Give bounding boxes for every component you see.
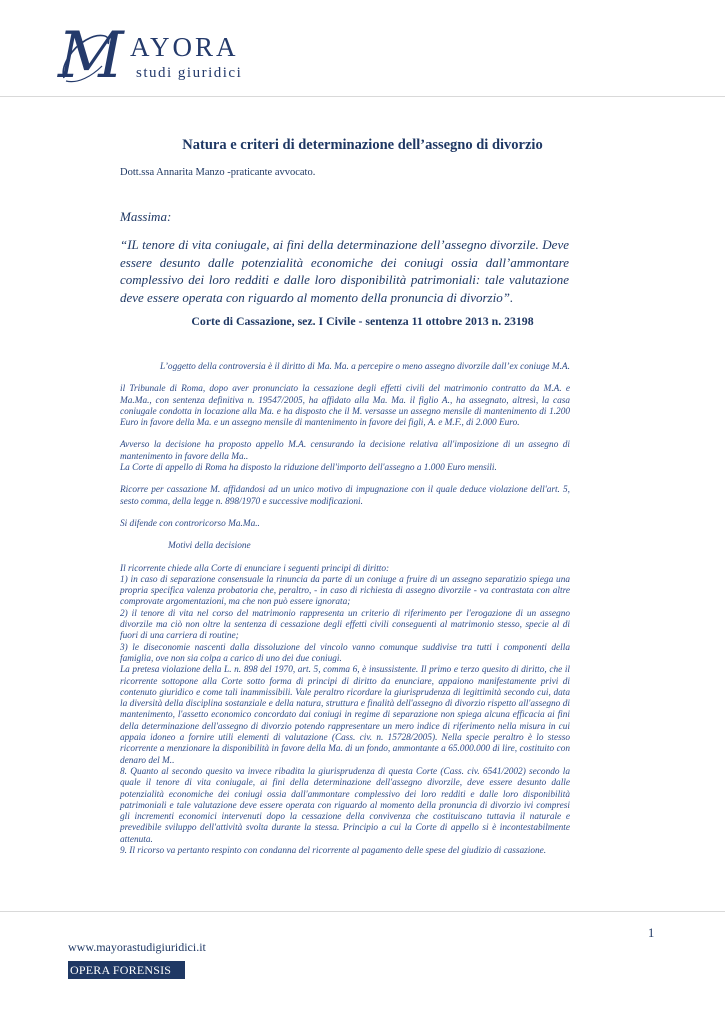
document-body	[120, 362, 570, 857]
document-title: Natura e criteri di determinazione dell’assegno di divorzio	[182, 137, 543, 153]
paragraph: La pretesa violazione della L. n. 898 del 1970, art. 5, comma 6, è insussistente. Il primo e terzo quesito di diritto, che il ricorrente sottopone alla Corte sotto forma di principi di diritto da enunciare, appaiono manifestamente privi di contenuto giuridico e come tali inammissibili. Vale peraltro ricordare la giurisprudenza di legittimità secondo cui, data la diversità della disciplina sostanziale e della natura, struttura e finalità dell'assegno di divorzio rispetto all'assegno di mantenimento, l'assetto economico concordato dai coniugi in regime di separazione non spiega alcuna efficacia ai fini della determinazione dell'assegno di divorzio potendo rappresentare un mero indice di riferimento nella misura in cui appaia idoneo a fornire utili elementi di valutazione (Cass. civ. n. 15728/2005). Nella specie peraltro è lo stesso ricorrente a menzionare la disponibilità in favore della Ma. di un fondo, ammontante a 65.000.000 di lire, costituito con denaro del M..	[120, 665, 570, 766]
logo-subtitle: studi giuridici	[136, 65, 243, 81]
paragraph: Avverso la decisione ha proposto appello M.A. censurando la decisione relativa all'imposizione di un assegno di mantenimento in favore della Ma..	[120, 440, 570, 462]
paragraph: Si difende con controricorso Ma.Ma..	[120, 518, 260, 529]
massima-label: Massima:	[120, 209, 172, 224]
paragraph: L’oggetto della controversia è il diritto di Ma. Ma. a percepire o meno assegno divorzile dall’ex coniuge M.A.	[160, 362, 570, 372]
footer-label: OPERA FORENSIS	[68, 961, 185, 979]
logo-title: AYORA	[130, 32, 239, 62]
paragraph: 3) le diseconomie nascenti dalla dissoluzione del vincolo vanno comunque suddivise tra tutti i componenti della famiglia, ove non sia colpa a carico di uno dei due coniugi.	[120, 642, 570, 664]
paragraph: 2) il tenore di vita nel corso del matrimonio rappresenta un criterio di riferimento per l'erogazione di un assegno divorzile ma ciò non oltre la sentenza di cessazione degli effetti civili conseguenti al matrimonio stesso, specie al di fuori di una carriera di routine;	[120, 608, 570, 642]
logo-letter: M	[58, 19, 124, 93]
section-heading: Motivi della decisione	[168, 541, 251, 552]
paragraph: Ricorre per cassazione M. affidandosi ad un unico motivo di impugnazione con il quale deduce violazione dell'art. 5, sesto comma, della legge n. 898/1970 e successive modificazioni.	[120, 485, 570, 507]
page-number: 1	[648, 926, 655, 940]
paragraph: il Tribunale di Roma, dopo aver pronunciato la cessazione degli effetti civili del matrimonio contratto da M.A. e Ma.Ma., con sentenza definitiva n. 19547/2005, ha affidato alla Ma. Ma. il figlio A., ha assegnato, altresì, la casa coniugale condotta in locazione alla Ma. e ha disposto che il M. versasse un assegno mensile di mantenimento di 1.200 Euro in favore della Ma. e un assegno mensile di mantenimento in favore dei figli, A. e M.F., di 2.000 Euro.	[120, 384, 570, 429]
paragraph: 9. Il ricorso va pertanto respinto con condanna del ricorrente al pagamento delle spese del giudizio di cassazione.	[120, 845, 547, 856]
mayora-logo	[58, 19, 258, 93]
paragraph: La Corte di appello di Roma ha disposto la riduzione dell'importo dell'assegno a 1.000 Euro mensili.	[120, 463, 497, 474]
footer-website-link[interactable]: www.mayorastudigiuridici.it	[68, 940, 206, 954]
header-divider	[0, 96, 725, 97]
court-reference: Corte di Cassazione, sez. I Civile - sentenza 11 ottobre 2013 n. 23198	[191, 314, 534, 328]
document-author: Dott.ssa Annarita Manzo -praticante avvocato.	[120, 167, 316, 178]
massima-text: “IL tenore di vita coniugale, ai fini della determinazione dell’assegno divorzile. Deve essere desunto dalle potenzialità economiche dei coniugi ossia dall’ammontare complessivo dei loro redditi e dalle loro disponibilità patrimoniali: tale valutazione deve essere operata con riguardo al momento della pronuncia di divorzio”.	[120, 237, 569, 305]
paragraph: 1) in caso di separazione consensuale la rinuncia da parte di un coniuge a fruire di un assegno separatizio spiega una propria specifica valenza probatoria che, peraltro, - in caso di richiesta di assegno divorzile - va contrastata con altre comprovate argomentazioni, ma che non può essere ignorata;	[120, 574, 570, 608]
footer-divider	[0, 911, 725, 912]
paragraph: Il ricorrente chiede alla Corte di enunciare i seguenti principi di diritto:	[120, 563, 390, 574]
paragraph: 8. Quanto al secondo quesito va invece ribadita la giurisprudenza di questa Corte (Cass. civ. 6541/2002) secondo la quale il tenore di vita coniugale, ai fini della determinazione dell'assegno divorzile, deve essere desunto dalle potenzialità economiche dei coniugi ossia dall'ammontare complessivo dei loro redditi e dalle loro disponibilità patrimoniali e tale valutazione deve essere operata con riguardo al momento della pronuncia di divorzio ivi compresi gli incrementi economici intervenuti dopo la cessazione della convivenza che costituiscano tuttavia il naturale e prevedibile sviluppo dell'attività svolta durante la stessa. Principio a cui la Corte di appello si è incontestabilmente attenuta.	[120, 766, 570, 845]
